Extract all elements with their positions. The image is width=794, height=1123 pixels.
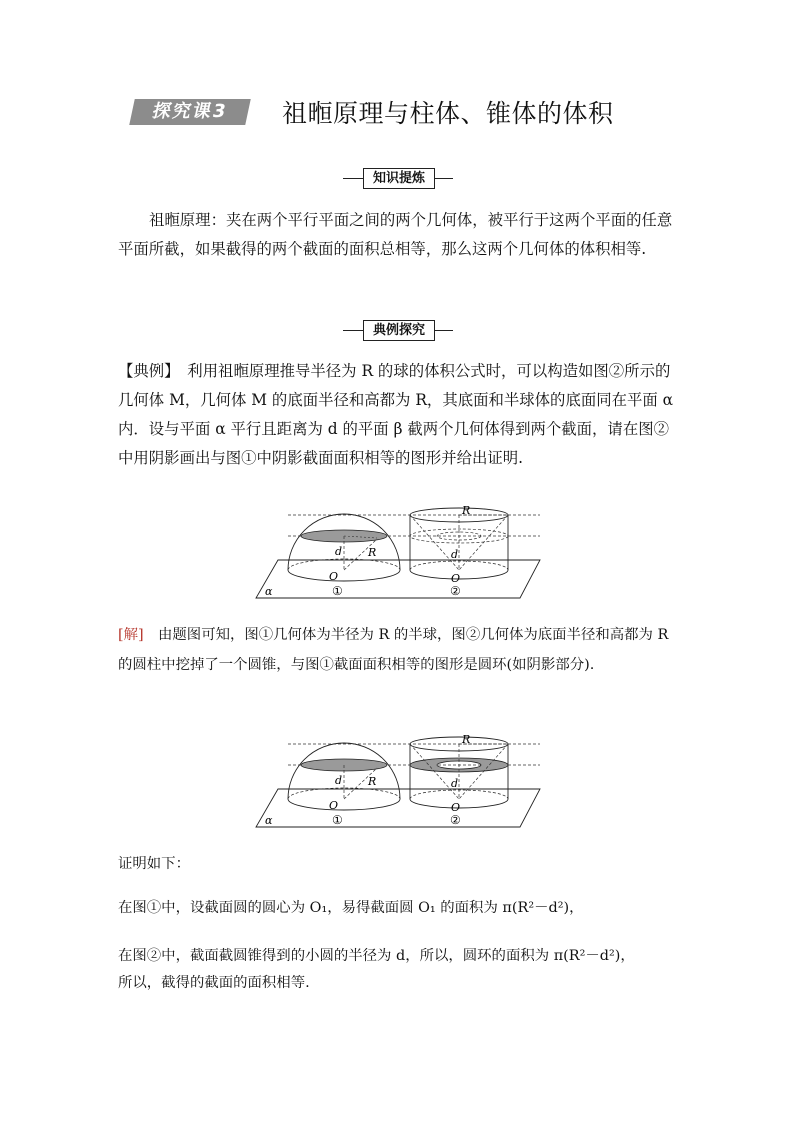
section-label: 知识提炼	[363, 168, 435, 189]
label-figure-1: ①	[332, 813, 343, 827]
plane-alpha	[256, 560, 540, 598]
proof-line-2: 在图②中，截面截圆锥得到的小圆的半径为 d，所以，圆环的面积为 π(R²－d²)，	[118, 948, 635, 964]
figure-problem	[250, 498, 550, 600]
label-figure-1: ①	[332, 584, 343, 598]
principle-paragraph	[118, 206, 678, 264]
example-text: 利用祖暅原理推导半径为 R 的球的体积公式时，可以构造如图②所示的几何体 M，几何体 M 的底面半径和高都为 R，其底面和半球体的底面同在平面 α 内．设与平面 α 平行且距离为 d 的平面 β 截两个几何体得到两个截面，请在图②中用阴影画出与图①中阴影截面面积相等的图形并给出证明.	[118, 362, 674, 467]
label-R: R	[462, 504, 471, 517]
example-paragraph	[118, 357, 678, 473]
label-alpha: α	[265, 814, 273, 827]
label-d: d	[451, 777, 459, 790]
proof-line-3: 所以，截得的截面的面积相等.	[118, 975, 310, 991]
label-d: d	[335, 774, 343, 787]
label-alpha: α	[265, 585, 273, 598]
proof-line-1: 在图①中，设截面圆的圆心为 O₁，易得截面圆 O₁ 的面积为 π(R²－d²)，	[118, 900, 584, 916]
page-title: 祖暅原理与柱体、锥体的体积	[282, 99, 614, 128]
principle-text: ：夹在两个平行平面之间的两个几何体，被平行于这两个平面的任意平面所截，如果截得的两个截面的面积总相等，那么这两个几何体的体积相等.	[118, 211, 673, 258]
label-O: O	[329, 799, 339, 812]
label-O: O	[451, 801, 461, 814]
label-figure-2: ②	[450, 584, 461, 598]
cone-right	[459, 515, 508, 570]
label-d: d	[451, 548, 459, 561]
label-d: d	[335, 545, 343, 558]
principle-term: 祖暅原理	[149, 211, 211, 229]
label-R: R	[368, 546, 377, 559]
section-header-knowledge	[343, 168, 453, 188]
solution-text: 由题图可知，图①几何体为半径为 R 的半球，图②几何体为底面半径和高都为 R 的圆柱中挖掉了一个圆锥，与图①截面面积相等的图形是圆环(如阴影部分).	[118, 627, 669, 673]
section-header-examples	[343, 320, 453, 340]
cone-left	[410, 515, 459, 570]
section-label: 典例探究	[363, 320, 435, 341]
label-O: O	[329, 570, 339, 583]
plane-alpha	[256, 789, 540, 827]
solution-tag: [解]	[118, 627, 144, 643]
hemisphere-base-front	[288, 799, 400, 810]
label-O: O	[451, 572, 461, 585]
label-figure-2: ②	[450, 813, 461, 827]
label-R: R	[368, 775, 377, 788]
solution-paragraph	[118, 620, 680, 680]
hemisphere-base-front	[288, 570, 400, 581]
proof-heading: 证明如下：	[118, 856, 190, 872]
lesson-badge: 探究课3	[129, 99, 251, 125]
figure-solution	[250, 727, 550, 829]
example-tag: 【典例】	[118, 362, 172, 380]
label-R: R	[462, 733, 471, 746]
